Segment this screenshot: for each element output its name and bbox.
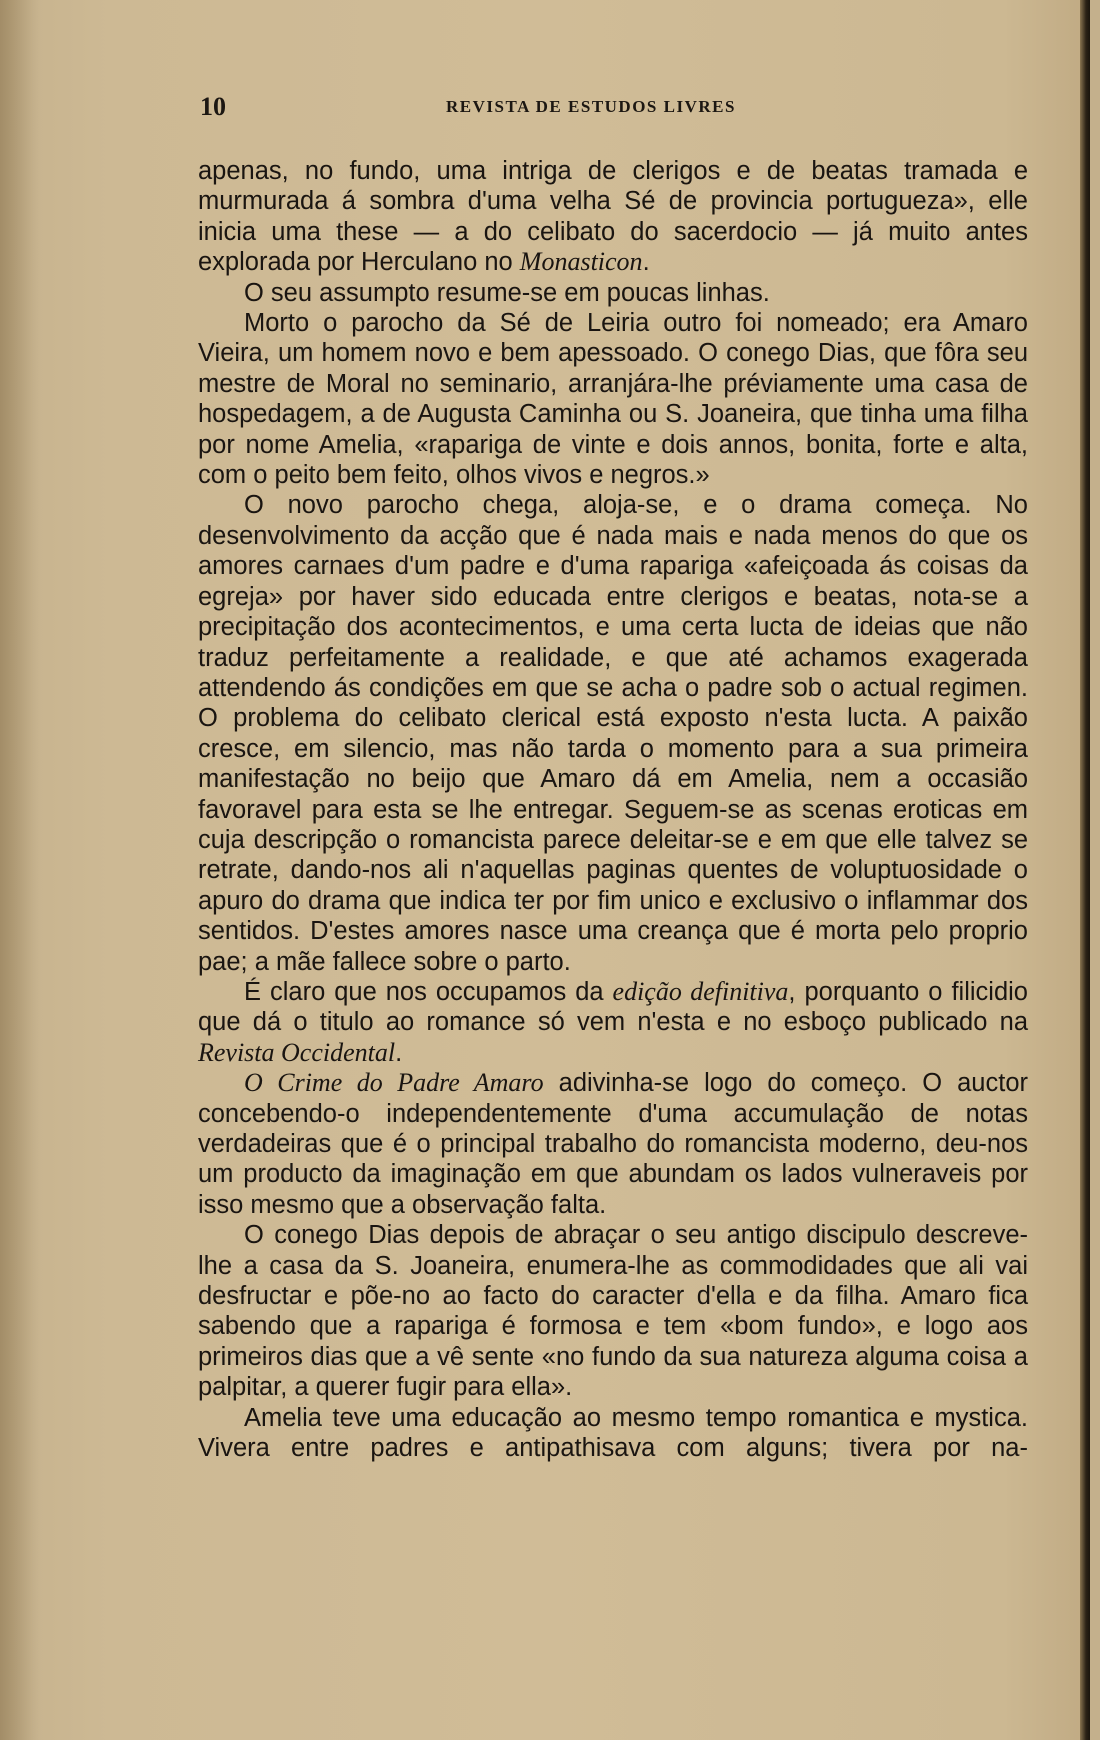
paragraph-1-text: apenas, no fundo, uma intriga de clerigos e de beatas tramada e murmurada á sombra d'uma velha Sé de provincia portugueza», elle inicia uma these — a do celibato do sacerdocio — já muito antes explorada por Herculano no: [198, 157, 1028, 277]
paragraph-8: Amelia teve uma educação ao mesmo tempo romantica e mystica. Vivera entre padres e antipathisava com alguns; tivera por na-: [198, 1403, 1028, 1463]
paragraph-5-text-b: , porquanto o filicidio que dá o titulo ao romance só vem n'esta e no esboço publicado na: [198, 977, 1028, 1037]
paragraph-4: O novo parocho chega, aloja-se, e o drama começa. No desenvolvimento da acção que é nada mais e nada menos do que os amores carnaes d'um padre e d'uma rapariga «afeiçoada ás coisas da egreja» por haver sido educada entre clerigos e beatas, nota-se a precipitação dos acontecimentos, e uma certa lucta de ideias que não traduz perfeitamente a realidade, e que até achamos exagerada attendendo ás condições em que se acha o padre sob o actual regimen. O problema do celibato clerical está exposto n'esta lucta. A paixão cresce, em silencio, mas não tarda o momento para a sua primeira manifestação no beijo que Amaro dá em Amelia, nem a occasião favoravel para esta se lhe entregar. Seguem-se as scenas eroticas em cuja descripção o romancista parece deleitar-se e em que elle talvez se retrate, dando-nos ali n'aquellas paginas quentes de voluptuosidade o apuro do drama que indica ter por fim unico e exclusivo o inflammar dos sentidos. D'estes amores nasce uma creança que é morta pelo proprio pae; a mãe fallece sobre o parto.: [198, 491, 1028, 976]
emphasis-edicao-definitiva: edição definitiva: [612, 976, 789, 1006]
paragraph-6-text: adivinha-se logo do começo. O auctor concebendo-o independentemente d'uma accumulação de notas verdadeiras que é o principal trabalho do romancista moderno, deu-nos um producto da imaginação em que abundam os lados vulneraveis por isso mesmo que a observação falta.: [198, 1069, 1029, 1219]
paragraph-5-end: .: [395, 1038, 403, 1067]
paragraph-1: [198, 156, 1028, 278]
paragraph-7: O conego Dias depois de abraçar o seu antigo discipulo descreve-lhe a casa da S. Joaneira, enumera-lhe as commodidades que ali vai desfructar e põe-no ao facto do caracter d'ella e da filha. Amaro fica sabendo que a rapariga é formosa e tem «bom fundo», e logo aos primeiros dias que a vê sente «no fundo da sua natureza alguma coisa a palpitar, a querer fugir para ella».: [198, 1221, 1028, 1402]
paragraph-5-text-a: É claro que nos occupamos da: [244, 977, 613, 1006]
body-text: [198, 156, 1028, 1463]
page-gutter-shadow: [0, 0, 40, 1740]
running-title: REVISTA DE ESTUDOS LIVRES: [446, 97, 736, 116]
book-title-monasticon: Monasticon: [519, 247, 643, 277]
paragraph-3: Morto o parocho da Sé de Leiria outro foi nomeado; era Amaro Vieira, um homem novo e bem apessoado. O conego Dias, que fôra seu mestre de Moral no seminario, arranjára-lhe préviamente uma casa de hospedagem, a de Augusta Caminha ou S. Joaneira, que tinha uma filha por nome Amelia, «rapariga de vinte e dois annos, bonita, forte e alta, com o peito bem feito, olhos vivos e negros.»: [198, 309, 1028, 490]
page-number: 10: [200, 92, 226, 121]
paragraph-5: [198, 977, 1028, 1068]
paragraph-6: [198, 1068, 1028, 1220]
paragraph-2: O seu assumpto resume-se em poucas linhas.: [244, 278, 770, 307]
emphasis-revista-occidental: Revista Occidental: [198, 1037, 396, 1067]
page-header: [200, 92, 1030, 122]
paragraph-1-end: .: [642, 248, 650, 277]
page-edge: [1080, 0, 1090, 1740]
book-title-crime-do-padre-amaro: O Crime do Padre Amaro: [244, 1068, 544, 1098]
